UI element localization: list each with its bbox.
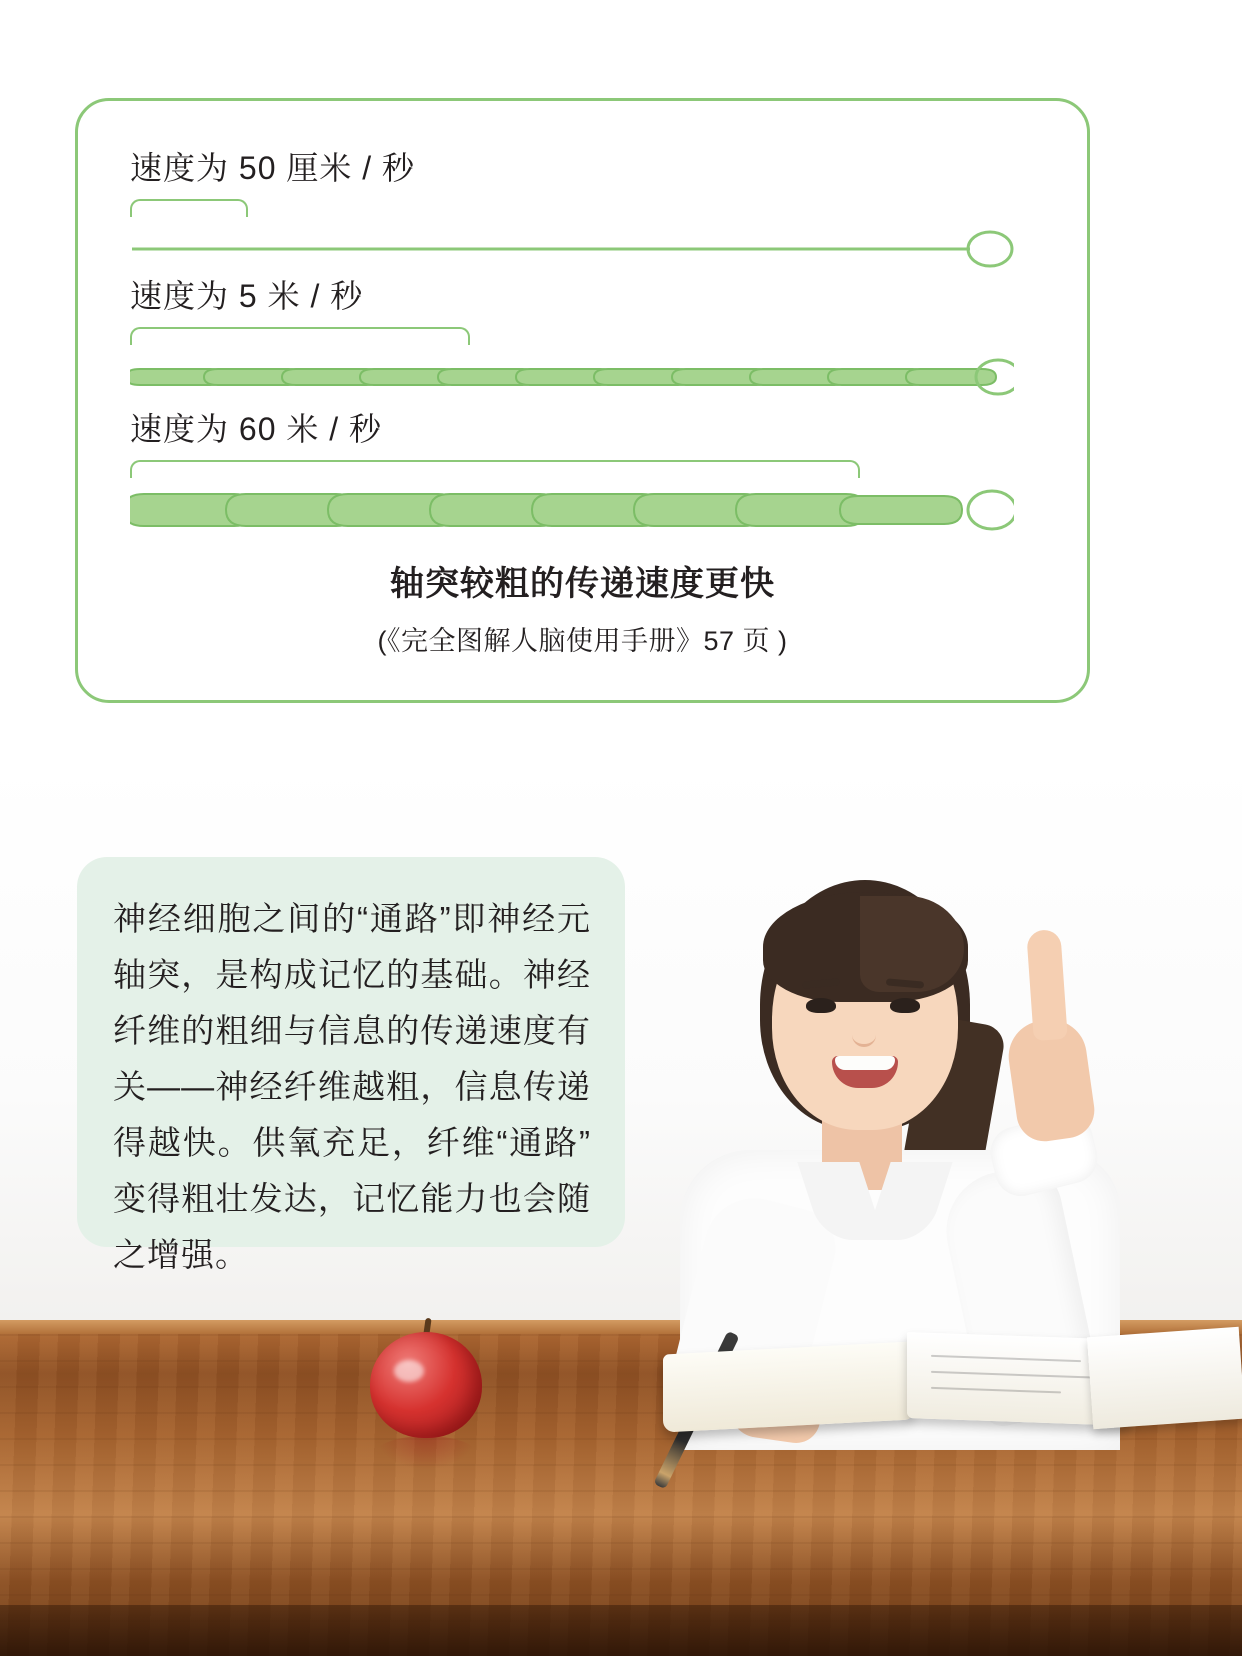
segment-bracket [130, 199, 248, 217]
eye-left [806, 998, 836, 1013]
photo-scene [0, 760, 1242, 1656]
apple-body [370, 1332, 482, 1438]
axon-fiber-thin [130, 219, 1014, 279]
segment-bracket [130, 327, 470, 345]
book-text-line [931, 1387, 1061, 1394]
speed-label: 速度为 50 厘米 / 秒 [130, 150, 416, 186]
segment-bracket [130, 460, 860, 478]
book-page-left [663, 1341, 913, 1432]
info-text-bubble [77, 857, 625, 1273]
apple-highlight [394, 1360, 424, 1382]
book-text-line [931, 1355, 1081, 1362]
book-text-line [931, 1371, 1101, 1379]
axon-speed-diagram-card [75, 98, 1090, 703]
axon-fiber-medium [130, 347, 1014, 407]
diagram-caption-main: 轴突较粗的传递速度更快 [390, 565, 775, 603]
loose-papers [1087, 1327, 1242, 1429]
apple [370, 1318, 482, 1438]
open-book [663, 1328, 1133, 1438]
hair-parting [860, 896, 964, 992]
speed-label: 速度为 5 米 / 秒 [130, 278, 364, 314]
eye-right [890, 998, 920, 1013]
apple-reflection [376, 1436, 476, 1470]
pointing-finger [1026, 929, 1068, 1041]
teeth [835, 1056, 895, 1070]
speed-label: 速度为 60 米 / 秒 [130, 411, 383, 447]
axon-fiber-thick [130, 480, 1014, 540]
info-paragraph: 神经细胞之间的“通路”即神经元轴突，是构成记忆的基础。神经纤维的粗细与信息的传递速度有关——神经纤维越粗，信息传递得越快。供氧充足，纤维“通路”变得粗壮发达，记忆能力也会随之增强。 [113, 900, 591, 1273]
diagram-caption-source: (《完全图解人脑使用手册》57 页 ) [377, 626, 788, 656]
desk-shadow-band [0, 1605, 1242, 1656]
